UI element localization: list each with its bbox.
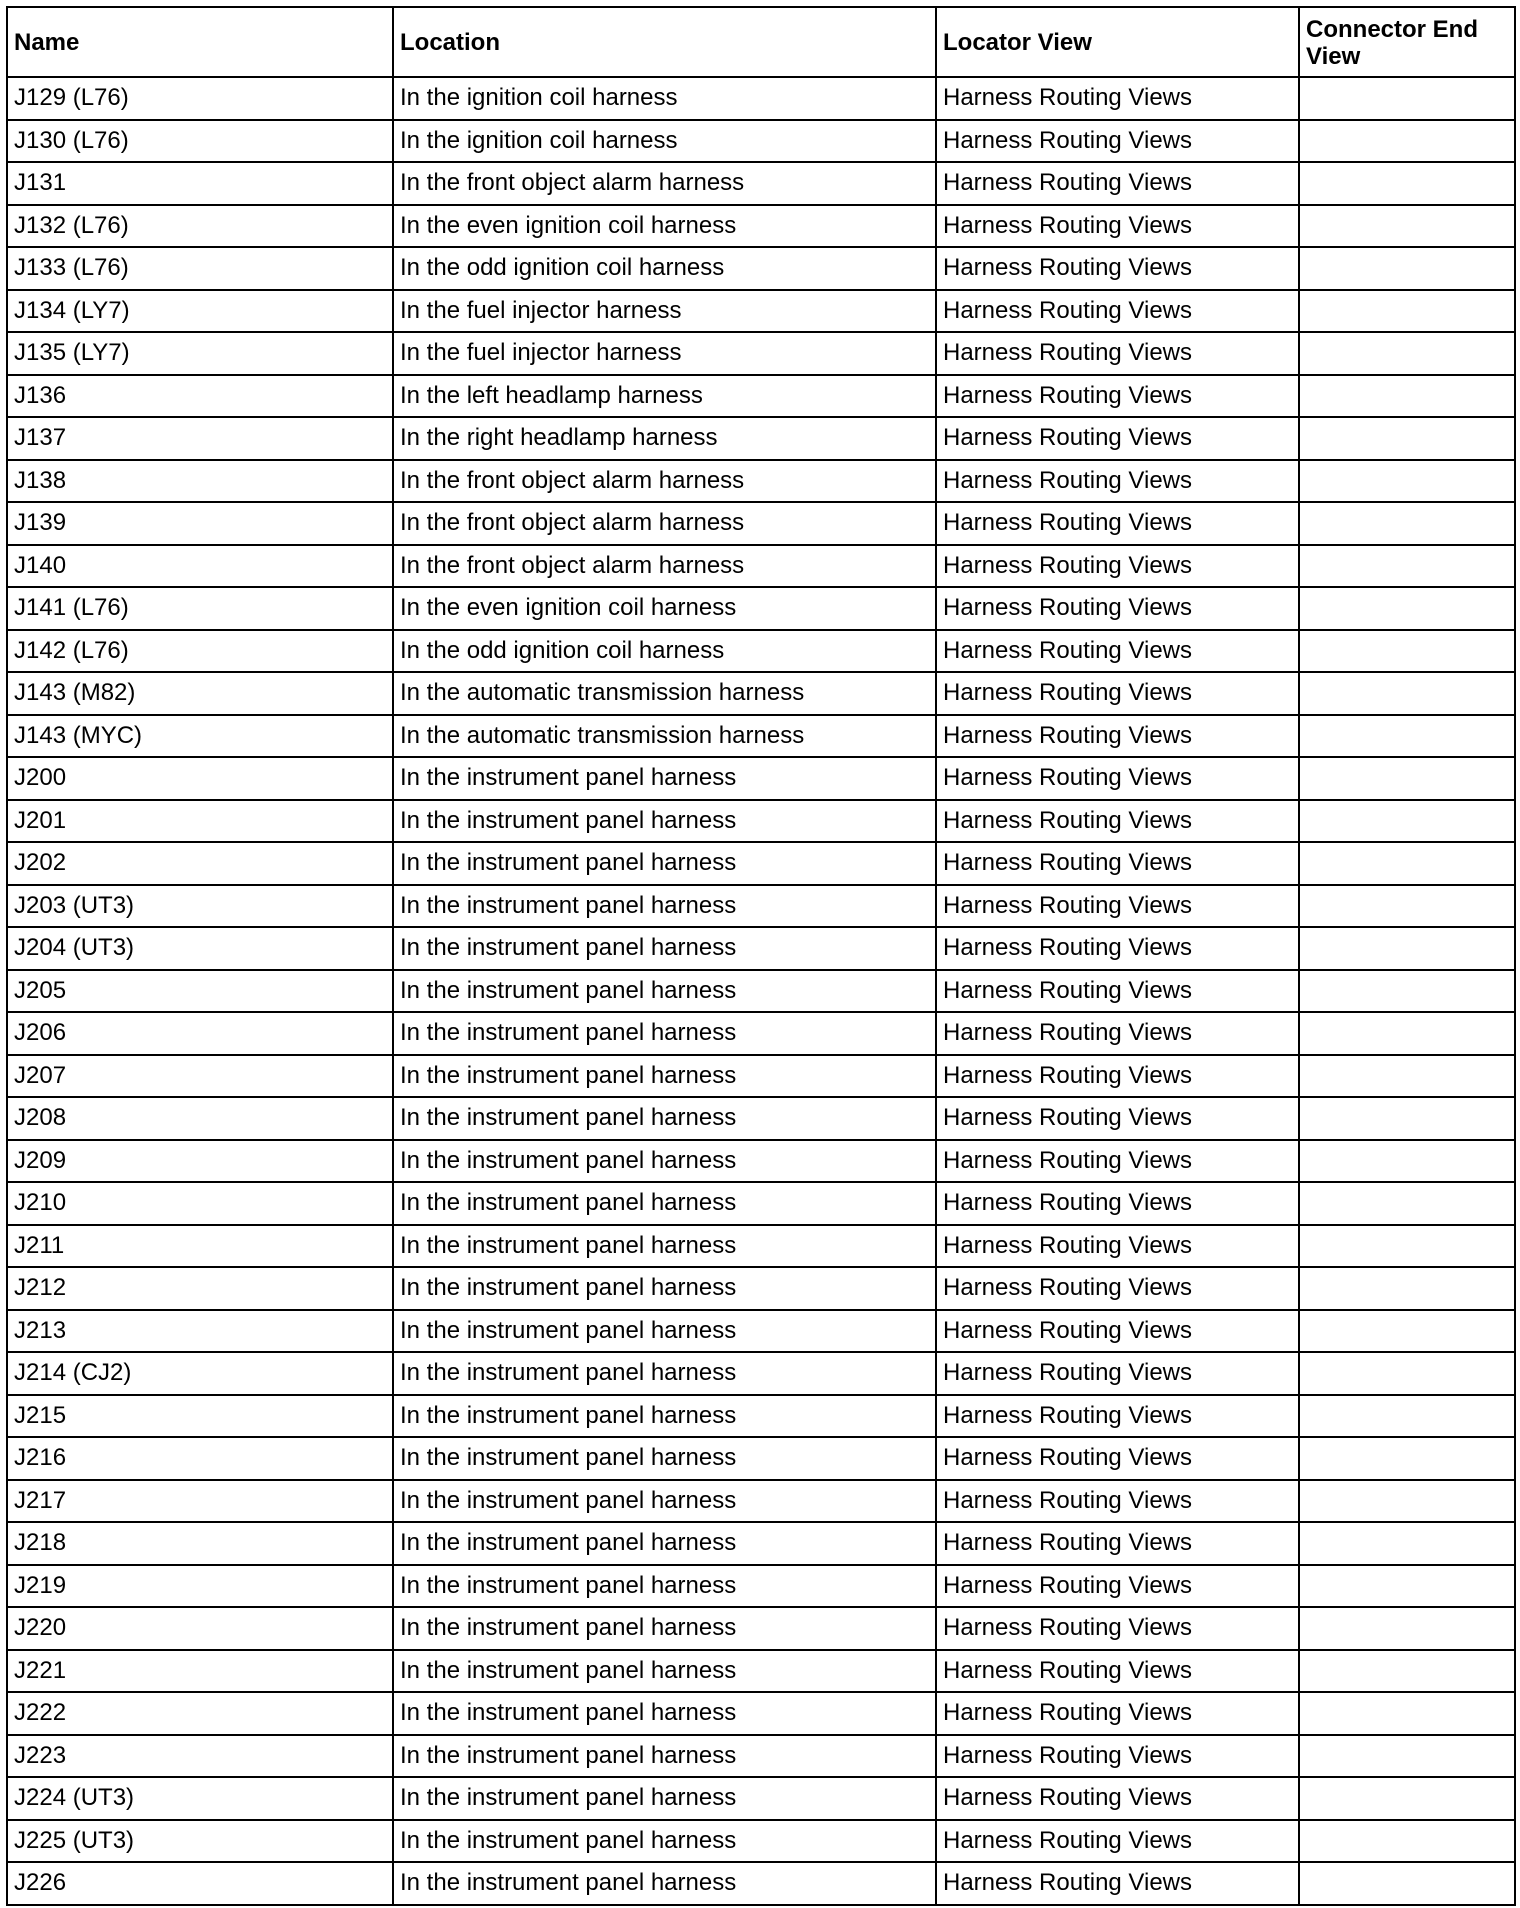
cell-connector-end-view (1299, 502, 1515, 545)
cell-name: J211 (7, 1225, 393, 1268)
cell-locator-view: Harness Routing Views (936, 1480, 1299, 1523)
cell-locator-view: Harness Routing Views (936, 120, 1299, 163)
cell-name: J212 (7, 1267, 393, 1310)
cell-locator-view: Harness Routing Views (936, 1267, 1299, 1310)
cell-location: In the even ignition coil harness (393, 205, 936, 248)
cell-name: J202 (7, 842, 393, 885)
table-row (7, 375, 1515, 418)
cell-connector-end-view (1299, 1225, 1515, 1268)
cell-connector-end-view (1299, 1522, 1515, 1565)
table-row (7, 757, 1515, 800)
cell-location: In the instrument panel harness (393, 1097, 936, 1140)
cell-name: J143 (M82) (7, 672, 393, 715)
cell-name: J220 (7, 1607, 393, 1650)
cell-name: J213 (7, 1310, 393, 1353)
cell-location: In the automatic transmission harness (393, 715, 936, 758)
cell-name: J131 (7, 162, 393, 205)
cell-location: In the instrument panel harness (393, 970, 936, 1013)
cell-locator-view: Harness Routing Views (936, 970, 1299, 1013)
table-row (7, 460, 1515, 503)
column-header-connector-end-view: Connector End View (1299, 7, 1515, 77)
cell-location: In the instrument panel harness (393, 800, 936, 843)
cell-connector-end-view (1299, 800, 1515, 843)
column-header-locator-view: Locator View (936, 7, 1299, 77)
cell-connector-end-view (1299, 1395, 1515, 1438)
table-row (7, 247, 1515, 290)
cell-location: In the odd ignition coil harness (393, 247, 936, 290)
cell-locator-view: Harness Routing Views (936, 1565, 1299, 1608)
cell-connector-end-view (1299, 1267, 1515, 1310)
cell-connector-end-view (1299, 885, 1515, 928)
cell-location: In the instrument panel harness (393, 1522, 936, 1565)
cell-connector-end-view (1299, 1055, 1515, 1098)
cell-location: In the instrument panel harness (393, 1310, 936, 1353)
cell-connector-end-view (1299, 1862, 1515, 1905)
cell-locator-view: Harness Routing Views (936, 502, 1299, 545)
table-row (7, 502, 1515, 545)
table-row (7, 545, 1515, 588)
cell-name: J138 (7, 460, 393, 503)
cell-location: In the instrument panel harness (393, 927, 936, 970)
cell-connector-end-view (1299, 460, 1515, 503)
cell-locator-view: Harness Routing Views (936, 1735, 1299, 1778)
table-row (7, 332, 1515, 375)
cell-location: In the automatic transmission harness (393, 672, 936, 715)
cell-name: J134 (LY7) (7, 290, 393, 333)
cell-location: In the instrument panel harness (393, 1650, 936, 1693)
cell-locator-view: Harness Routing Views (936, 290, 1299, 333)
cell-location: In the instrument panel harness (393, 1182, 936, 1225)
cell-name: J207 (7, 1055, 393, 1098)
table-row (7, 77, 1515, 120)
cell-locator-view: Harness Routing Views (936, 630, 1299, 673)
cell-locator-view: Harness Routing Views (936, 1140, 1299, 1183)
cell-connector-end-view (1299, 1480, 1515, 1523)
cell-locator-view: Harness Routing Views (936, 800, 1299, 843)
cell-location: In the instrument panel harness (393, 885, 936, 928)
cell-name: J133 (L76) (7, 247, 393, 290)
table-row (7, 927, 1515, 970)
cell-location: In the instrument panel harness (393, 1140, 936, 1183)
cell-locator-view: Harness Routing Views (936, 1055, 1299, 1098)
cell-locator-view: Harness Routing Views (936, 1692, 1299, 1735)
table-row (7, 417, 1515, 460)
cell-connector-end-view (1299, 1692, 1515, 1735)
cell-location: In the fuel injector harness (393, 332, 936, 375)
table-row (7, 885, 1515, 928)
table-row (7, 1182, 1515, 1225)
cell-locator-view: Harness Routing Views (936, 1182, 1299, 1225)
cell-connector-end-view (1299, 970, 1515, 1013)
cell-name: J222 (7, 1692, 393, 1735)
cell-location: In the instrument panel harness (393, 842, 936, 885)
table-row (7, 205, 1515, 248)
cell-connector-end-view (1299, 417, 1515, 460)
cell-name: J201 (7, 800, 393, 843)
cell-location: In the instrument panel harness (393, 1862, 936, 1905)
cell-connector-end-view (1299, 120, 1515, 163)
cell-name: J142 (L76) (7, 630, 393, 673)
cell-connector-end-view (1299, 630, 1515, 673)
cell-name: J217 (7, 1480, 393, 1523)
cell-location: In the instrument panel harness (393, 757, 936, 800)
cell-name: J203 (UT3) (7, 885, 393, 928)
cell-location: In the front object alarm harness (393, 460, 936, 503)
cell-connector-end-view (1299, 1182, 1515, 1225)
cell-locator-view: Harness Routing Views (936, 1820, 1299, 1863)
cell-location: In the instrument panel harness (393, 1820, 936, 1863)
table-row (7, 1225, 1515, 1268)
cell-locator-view: Harness Routing Views (936, 885, 1299, 928)
cell-name: J205 (7, 970, 393, 1013)
table-row (7, 1310, 1515, 1353)
cell-locator-view: Harness Routing Views (936, 927, 1299, 970)
table-row (7, 1777, 1515, 1820)
cell-name: J210 (7, 1182, 393, 1225)
cell-name: J129 (L76) (7, 77, 393, 120)
cell-location: In the ignition coil harness (393, 77, 936, 120)
cell-locator-view: Harness Routing Views (936, 1777, 1299, 1820)
cell-connector-end-view (1299, 1565, 1515, 1608)
cell-name: J219 (7, 1565, 393, 1608)
table-row (7, 120, 1515, 163)
cell-name: J206 (7, 1012, 393, 1055)
cell-locator-view: Harness Routing Views (936, 162, 1299, 205)
cell-locator-view: Harness Routing Views (936, 1862, 1299, 1905)
cell-location: In the even ignition coil harness (393, 587, 936, 630)
cell-locator-view: Harness Routing Views (936, 1352, 1299, 1395)
cell-connector-end-view (1299, 375, 1515, 418)
cell-name: J139 (7, 502, 393, 545)
cell-location: In the instrument panel harness (393, 1012, 936, 1055)
cell-connector-end-view (1299, 1352, 1515, 1395)
cell-name: J225 (UT3) (7, 1820, 393, 1863)
cell-location: In the front object alarm harness (393, 502, 936, 545)
cell-locator-view: Harness Routing Views (936, 1650, 1299, 1693)
cell-locator-view: Harness Routing Views (936, 460, 1299, 503)
cell-connector-end-view (1299, 1310, 1515, 1353)
cell-location: In the instrument panel harness (393, 1565, 936, 1608)
cell-locator-view: Harness Routing Views (936, 842, 1299, 885)
cell-location: In the fuel injector harness (393, 290, 936, 333)
cell-connector-end-view (1299, 1777, 1515, 1820)
cell-locator-view: Harness Routing Views (936, 1097, 1299, 1140)
cell-location: In the instrument panel harness (393, 1225, 936, 1268)
cell-name: J226 (7, 1862, 393, 1905)
cell-connector-end-view (1299, 672, 1515, 715)
cell-location: In the instrument panel harness (393, 1480, 936, 1523)
table-row (7, 1650, 1515, 1693)
cell-connector-end-view (1299, 162, 1515, 205)
cell-location: In the instrument panel harness (393, 1607, 936, 1650)
table-row (7, 1395, 1515, 1438)
header-row (7, 7, 1515, 77)
table-row (7, 1862, 1515, 1905)
cell-location: In the front object alarm harness (393, 545, 936, 588)
table-row (7, 842, 1515, 885)
cell-connector-end-view (1299, 757, 1515, 800)
table-row (7, 715, 1515, 758)
cell-connector-end-view (1299, 1140, 1515, 1183)
cell-name: J208 (7, 1097, 393, 1140)
cell-location: In the instrument panel harness (393, 1735, 936, 1778)
cell-locator-view: Harness Routing Views (936, 1310, 1299, 1353)
column-header-location: Location (393, 7, 936, 77)
cell-name: J132 (L76) (7, 205, 393, 248)
cell-name: J204 (UT3) (7, 927, 393, 970)
cell-location: In the instrument panel harness (393, 1352, 936, 1395)
cell-locator-view: Harness Routing Views (936, 757, 1299, 800)
cell-locator-view: Harness Routing Views (936, 587, 1299, 630)
cell-location: In the instrument panel harness (393, 1395, 936, 1438)
table-row (7, 290, 1515, 333)
cell-locator-view: Harness Routing Views (936, 247, 1299, 290)
cell-name: J215 (7, 1395, 393, 1438)
table-body (7, 77, 1515, 1905)
cell-location: In the instrument panel harness (393, 1267, 936, 1310)
cell-locator-view: Harness Routing Views (936, 77, 1299, 120)
cell-name: J216 (7, 1437, 393, 1480)
cell-name: J137 (7, 417, 393, 460)
cell-connector-end-view (1299, 715, 1515, 758)
table-row (7, 1140, 1515, 1183)
column-header-name: Name (7, 7, 393, 77)
cell-connector-end-view (1299, 1607, 1515, 1650)
cell-locator-view: Harness Routing Views (936, 1395, 1299, 1438)
cell-connector-end-view (1299, 205, 1515, 248)
cell-name: J140 (7, 545, 393, 588)
cell-locator-view: Harness Routing Views (936, 205, 1299, 248)
cell-name: J224 (UT3) (7, 1777, 393, 1820)
table-row (7, 1097, 1515, 1140)
table-row (7, 1565, 1515, 1608)
cell-name: J214 (CJ2) (7, 1352, 393, 1395)
cell-name: J209 (7, 1140, 393, 1183)
cell-name: J141 (L76) (7, 587, 393, 630)
cell-location: In the instrument panel harness (393, 1437, 936, 1480)
cell-locator-view: Harness Routing Views (936, 375, 1299, 418)
table-row (7, 1055, 1515, 1098)
cell-location: In the instrument panel harness (393, 1055, 936, 1098)
cell-location: In the odd ignition coil harness (393, 630, 936, 673)
cell-connector-end-view (1299, 842, 1515, 885)
table-row (7, 1480, 1515, 1523)
table-row (7, 800, 1515, 843)
cell-location: In the instrument panel harness (393, 1692, 936, 1735)
table-row (7, 1607, 1515, 1650)
cell-connector-end-view (1299, 1820, 1515, 1863)
table-row (7, 672, 1515, 715)
cell-connector-end-view (1299, 290, 1515, 333)
table-row (7, 1692, 1515, 1735)
cell-connector-end-view (1299, 1650, 1515, 1693)
cell-locator-view: Harness Routing Views (936, 1437, 1299, 1480)
cell-connector-end-view (1299, 332, 1515, 375)
cell-locator-view: Harness Routing Views (936, 417, 1299, 460)
table-row (7, 1735, 1515, 1778)
cell-connector-end-view (1299, 1097, 1515, 1140)
table-row (7, 587, 1515, 630)
cell-connector-end-view (1299, 927, 1515, 970)
table-row (7, 1352, 1515, 1395)
table-row (7, 1012, 1515, 1055)
table-row (7, 1820, 1515, 1863)
cell-location: In the instrument panel harness (393, 1777, 936, 1820)
cell-name: J130 (L76) (7, 120, 393, 163)
cell-name: J143 (MYC) (7, 715, 393, 758)
cell-location: In the left headlamp harness (393, 375, 936, 418)
table-row (7, 1522, 1515, 1565)
cell-locator-view: Harness Routing Views (936, 1225, 1299, 1268)
cell-location: In the ignition coil harness (393, 120, 936, 163)
cell-connector-end-view (1299, 587, 1515, 630)
table-row (7, 162, 1515, 205)
cell-connector-end-view (1299, 77, 1515, 120)
cell-connector-end-view (1299, 1735, 1515, 1778)
cell-locator-view: Harness Routing Views (936, 545, 1299, 588)
cell-connector-end-view (1299, 545, 1515, 588)
cell-connector-end-view (1299, 1012, 1515, 1055)
cell-locator-view: Harness Routing Views (936, 672, 1299, 715)
table-row (7, 970, 1515, 1013)
cell-name: J223 (7, 1735, 393, 1778)
cell-connector-end-view (1299, 247, 1515, 290)
cell-connector-end-view (1299, 1437, 1515, 1480)
table-row (7, 1437, 1515, 1480)
cell-locator-view: Harness Routing Views (936, 332, 1299, 375)
cell-locator-view: Harness Routing Views (936, 1012, 1299, 1055)
table-row (7, 1267, 1515, 1310)
connector-table (6, 6, 1516, 1906)
cell-name: J136 (7, 375, 393, 418)
cell-name: J221 (7, 1650, 393, 1693)
cell-location: In the front object alarm harness (393, 162, 936, 205)
cell-locator-view: Harness Routing Views (936, 1607, 1299, 1650)
cell-locator-view: Harness Routing Views (936, 1522, 1299, 1565)
cell-locator-view: Harness Routing Views (936, 715, 1299, 758)
table-row (7, 630, 1515, 673)
cell-name: J135 (LY7) (7, 332, 393, 375)
cell-name: J218 (7, 1522, 393, 1565)
cell-location: In the right headlamp harness (393, 417, 936, 460)
cell-name: J200 (7, 757, 393, 800)
